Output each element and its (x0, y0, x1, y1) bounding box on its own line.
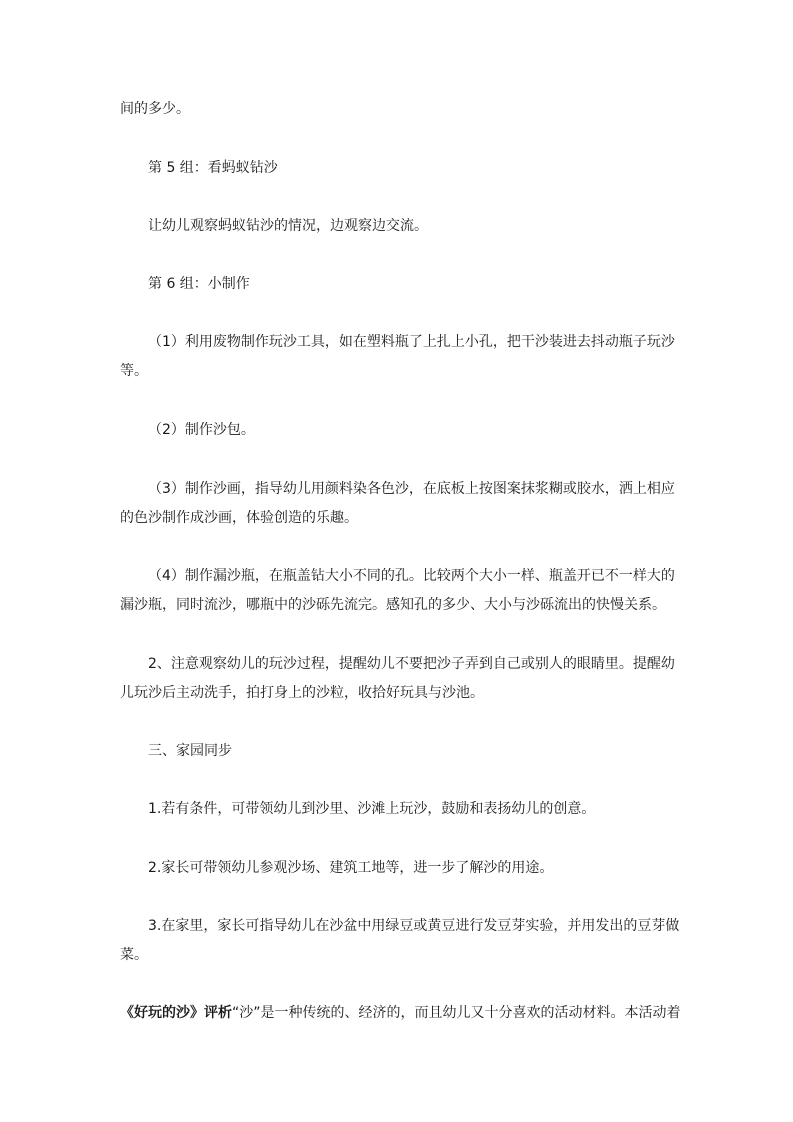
text-line: 2.家长可带领幼儿参观沙场、建筑工地等，进一步了解沙的用途。 (148, 860, 554, 876)
text-line: （3）制作沙画，指导幼儿用颜料染各色沙，在底板上按图案抹浆糊或胶水，洒上相应 (148, 481, 675, 497)
text-line: 间的多少。 (120, 101, 190, 117)
text-line: （1）利用废物制作玩沙工具，如在塑料瓶了上扎上小孔，把干沙装进去抖动瓶子玩沙 (148, 334, 675, 350)
text-line: 让幼儿观察蚂蚁钻沙的情况，边观察边交流。 (148, 218, 428, 234)
review-text: “沙”是一种传统的、经济的，而且幼儿又十分喜欢的活动材料。本活动着 (232, 1005, 681, 1021)
final-paragraph (120, 999, 680, 1028)
text-line: 3.在家里，家长可指导幼儿在沙盆中用绿豆或黄豆进行发豆芽实验，并用发出的豆芽做 (148, 918, 680, 934)
text-line: 2、注意观察幼儿的玩沙过程，提醒幼儿不要把沙子弄到自己或别人的眼睛里。提醒幼 (148, 656, 675, 672)
text-line: 漏沙瓶，同时流沙，哪瓶中的沙砾先流完。感知孔的多少、大小与沙砾流出的快慢关系。 (120, 597, 666, 613)
review-title: 《好玩的沙》评析 (120, 1005, 232, 1021)
group-heading: 第 6 组：小制作 (148, 276, 250, 292)
text-line: （4）制作漏沙瓶，在瓶盖钻大小不同的孔。比较两个大小一样、瓶盖开已不一样大的 (148, 568, 675, 584)
text-line: （2）制作沙包。 (148, 422, 255, 438)
group-heading: 第 5 组：看蚂蚁钻沙 (148, 160, 278, 176)
section-heading: 三、家园同步 (148, 743, 232, 759)
text-line: 的色沙制作成沙画，体验创造的乐趣。 (120, 510, 358, 526)
text-line: 菜。 (120, 947, 148, 963)
text-line: 等。 (120, 363, 148, 379)
text-line: 1.若有条件，可带领幼儿到沙里、沙滩上玩沙，鼓励和表扬幼儿的创意。 (148, 801, 596, 817)
text-line: 儿玩沙后主动洗手，拍打身上的沙粒，收拾好玩具与沙池。 (120, 685, 484, 701)
